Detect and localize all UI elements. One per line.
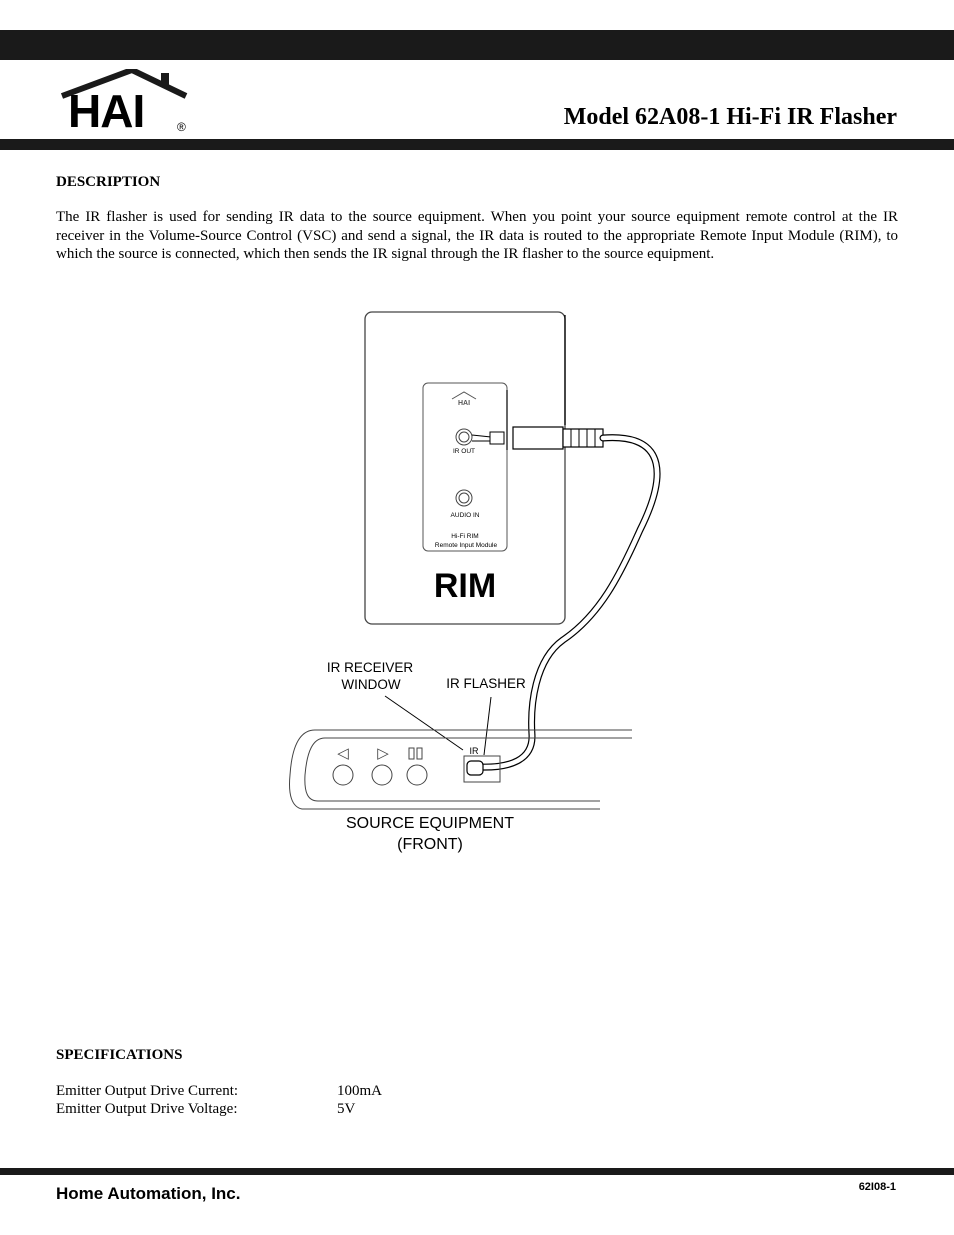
spec-label: Emitter Output Drive Current: — [56, 1083, 239, 1099]
spec-value: 100mA — [337, 1083, 382, 1099]
spec-row — [56, 1083, 382, 1100]
spec-label: Emitter Output Drive Voltage: — [56, 1101, 238, 1117]
registered-mark: ® — [177, 120, 186, 134]
footer-bar — [0, 1168, 954, 1175]
header-top-bar — [0, 30, 954, 60]
description-heading: DESCRIPTION — [56, 174, 161, 190]
source-equipment-outline — [290, 730, 633, 809]
audio-in-label: AUDIO IN — [450, 512, 480, 519]
ir-receiver-window-label: WINDOW — [341, 677, 401, 692]
footer-document-code: 62I08-1 — [858, 1181, 896, 1193]
pause-button-icon — [407, 765, 427, 785]
document-title: Model 62A08-1 Hi-Fi IR Flasher — [563, 104, 897, 130]
footer-company: Home Automation, Inc. — [56, 1184, 241, 1203]
description-paragraph: The IR flasher is used for sending IR data to the source equipment. When you point your source equipment remote control at the IR receiver in the Volume-Source Control (VSC) and send a signal, the IR data is routed to the appropriate Remote Input Module (RIM), to which the source is connected, which then sends the IR signal through the IR flasher to the source equipment. — [56, 209, 898, 262]
ir-out-label: IR OUT — [452, 448, 476, 455]
module-logo-icon — [452, 392, 476, 399]
header-bottom-bar — [0, 139, 954, 150]
ir-receiver-leader — [385, 696, 463, 750]
module-name-label: Hi-Fi RIM — [451, 533, 479, 540]
spec-value: 5V — [337, 1101, 356, 1117]
ir-flasher-leader — [484, 697, 491, 755]
rewind-icon: ◁ — [337, 745, 349, 762]
pause-icon — [409, 748, 422, 759]
wiring-diagram — [280, 305, 670, 865]
ir-out-jack-icon — [456, 429, 472, 445]
module-logo: HAI — [457, 400, 471, 407]
source-equipment-label: SOURCE EQUIPMENT — [345, 815, 515, 832]
ir-window-label: IR — [469, 746, 479, 756]
ir-receiver-label: IR RECEIVER — [326, 660, 414, 675]
spec-row — [56, 1101, 355, 1118]
ir-flasher-emitter-icon — [467, 761, 483, 775]
rim-module-panel — [423, 383, 507, 551]
rewind-button-icon — [333, 765, 353, 785]
module-subtitle-label: Remote Input Module — [434, 542, 498, 549]
audio-in-jack-icon — [456, 490, 472, 506]
logo-wordmark: HAI — [68, 85, 145, 137]
play-icon: ▷ — [377, 745, 389, 762]
specifications-heading: SPECIFICATIONS — [56, 1047, 183, 1063]
rim-label: RIM — [433, 567, 497, 605]
ir-plug-icon — [472, 427, 603, 449]
play-button-icon — [372, 765, 392, 785]
ir-flasher-label: IR FLASHER — [446, 676, 526, 691]
source-equipment-front-label: (FRONT) — [397, 836, 463, 853]
